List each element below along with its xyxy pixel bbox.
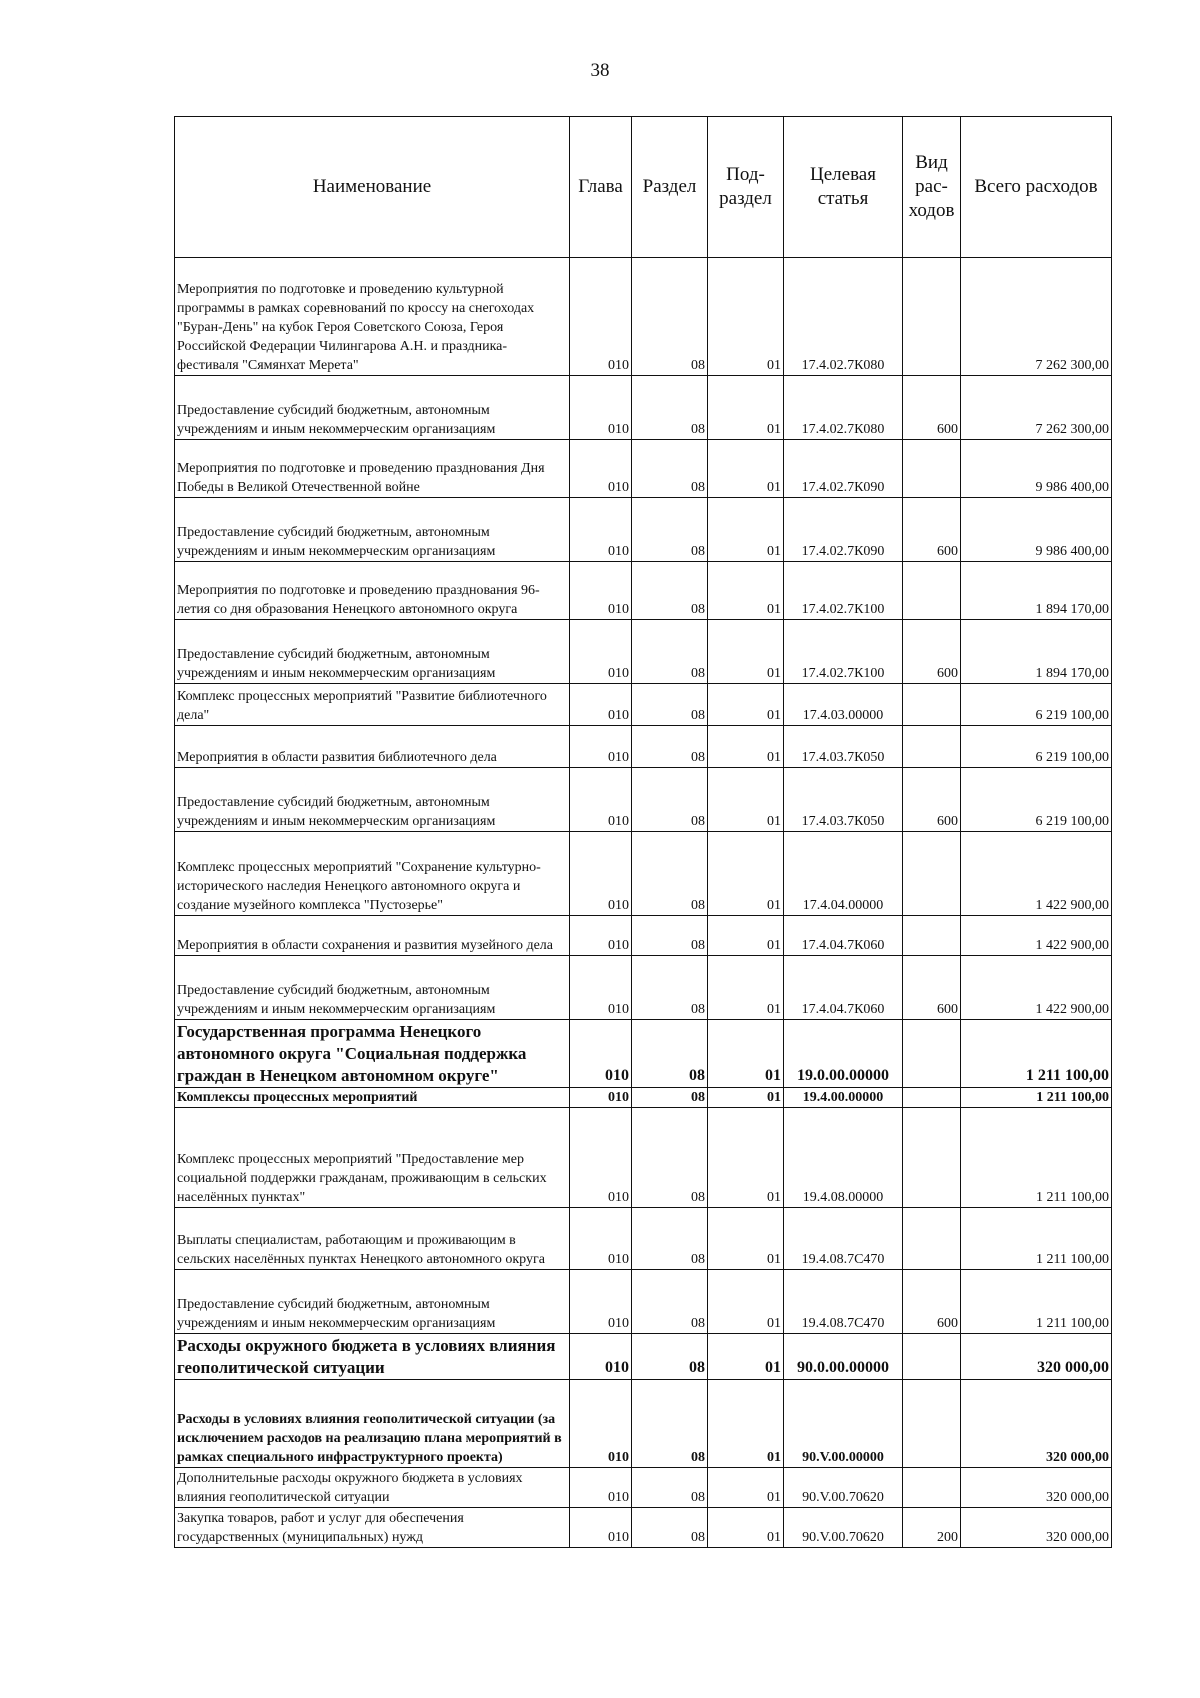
cell-total: 1 894 170,00: [961, 562, 1112, 620]
cell-expense-type: [903, 1380, 961, 1468]
cell-section: 08: [632, 956, 708, 1020]
cell-subsection: 01: [708, 376, 784, 440]
cell-expense-type: [903, 1208, 961, 1270]
cell-subsection: 01: [708, 916, 784, 956]
cell-expense-type: [903, 726, 961, 768]
cell-chapter: 010: [570, 832, 632, 916]
cell-subsection: 01: [708, 768, 784, 832]
cell-total: 320 000,00: [961, 1508, 1112, 1548]
cell-chapter: 010: [570, 1334, 632, 1380]
cell-section: 08: [632, 916, 708, 956]
cell-chapter: 010: [570, 726, 632, 768]
cell-total: 6 219 100,00: [961, 684, 1112, 726]
table-row: [175, 1108, 1112, 1208]
header-total: Всего расходов: [961, 117, 1112, 258]
cell-expense-type: 600: [903, 498, 961, 562]
cell-section: 08: [632, 1088, 708, 1108]
cell-expense-type: [903, 684, 961, 726]
cell-expense-type: [903, 258, 961, 376]
cell-section: 08: [632, 258, 708, 376]
cell-section: 08: [632, 376, 708, 440]
cell-subsection: 01: [708, 1468, 784, 1508]
cell-total: 1 894 170,00: [961, 620, 1112, 684]
cell-section: 08: [632, 440, 708, 498]
header-section: Раздел: [632, 117, 708, 258]
cell-target: 17.4.02.7К080: [784, 376, 903, 440]
table-row: [175, 684, 1112, 726]
table-row: [175, 1380, 1112, 1468]
cell-subsection: 01: [708, 1088, 784, 1108]
cell-name: Мероприятия по подготовке и проведению празднования 96-летия со дня образования Ненецкого автономного округа: [175, 562, 570, 620]
cell-chapter: 010: [570, 1380, 632, 1468]
cell-total: 6 219 100,00: [961, 768, 1112, 832]
cell-name: Выплаты специалистам, работающим и проживающим в сельских населённых пунктах Ненецкого автономного округа: [175, 1208, 570, 1270]
cell-chapter: 010: [570, 1088, 632, 1108]
cell-subsection: 01: [708, 1108, 784, 1208]
cell-target: 19.0.00.00000: [784, 1020, 903, 1088]
cell-subsection: 01: [708, 1020, 784, 1088]
cell-section: 08: [632, 1020, 708, 1088]
cell-expense-type: 600: [903, 620, 961, 684]
cell-total: 320 000,00: [961, 1468, 1112, 1508]
cell-total: 1 211 100,00: [961, 1108, 1112, 1208]
cell-subsection: 01: [708, 1380, 784, 1468]
table-row: [175, 1020, 1112, 1088]
table-row: [175, 1468, 1112, 1508]
cell-subsection: 01: [708, 498, 784, 562]
cell-chapter: 010: [570, 376, 632, 440]
table-row: [175, 376, 1112, 440]
cell-chapter: 010: [570, 916, 632, 956]
cell-target: 17.4.04.7К060: [784, 916, 903, 956]
cell-chapter: 010: [570, 1020, 632, 1088]
cell-chapter: 010: [570, 620, 632, 684]
cell-subsection: 01: [708, 1270, 784, 1334]
header-subsection: Под- раздел: [708, 117, 784, 258]
cell-section: 08: [632, 684, 708, 726]
table-row: [175, 620, 1112, 684]
cell-expense-type: 600: [903, 1270, 961, 1334]
cell-subsection: 01: [708, 726, 784, 768]
cell-target: 90.0.00.00000: [784, 1334, 903, 1380]
page-number: 38: [590, 60, 610, 81]
cell-name: Мероприятия в области сохранения и развития музейного дела: [175, 916, 570, 956]
cell-section: 08: [632, 620, 708, 684]
cell-section: 08: [632, 498, 708, 562]
table-row: [175, 1088, 1112, 1108]
cell-expense-type: 200: [903, 1508, 961, 1548]
cell-expense-type: [903, 1108, 961, 1208]
cell-section: 08: [632, 832, 708, 916]
cell-name: Предоставление субсидий бюджетным, автономным учреждениям и иным некоммерческим организациям: [175, 498, 570, 562]
header-target: Целевая статья: [784, 117, 903, 258]
cell-section: 08: [632, 562, 708, 620]
cell-section: 08: [632, 768, 708, 832]
cell-name: Предоставление субсидий бюджетным, автономным учреждениям и иным некоммерческим организациям: [175, 768, 570, 832]
table-header-row: [175, 117, 1112, 258]
cell-expense-type: [903, 916, 961, 956]
table-row: [175, 768, 1112, 832]
cell-subsection: 01: [708, 832, 784, 916]
cell-expense-type: [903, 832, 961, 916]
cell-total: 1 211 100,00: [961, 1020, 1112, 1088]
cell-target: 17.4.04.7К060: [784, 956, 903, 1020]
cell-chapter: 010: [570, 1468, 632, 1508]
cell-target: 17.4.03.7К050: [784, 726, 903, 768]
table-row: [175, 562, 1112, 620]
table-row: [175, 832, 1112, 916]
cell-subsection: 01: [708, 562, 784, 620]
cell-expense-type: [903, 1334, 961, 1380]
cell-total: 7 262 300,00: [961, 258, 1112, 376]
cell-target: 17.4.04.00000: [784, 832, 903, 916]
cell-expense-type: [903, 1468, 961, 1508]
cell-name: Предоставление субсидий бюджетным, автономным учреждениям и иным некоммерческим организациям: [175, 620, 570, 684]
table-row: [175, 1270, 1112, 1334]
cell-total: 6 219 100,00: [961, 726, 1112, 768]
table-row: [175, 1508, 1112, 1548]
table-row: [175, 1208, 1112, 1270]
table-row: [175, 956, 1112, 1020]
cell-name: Мероприятия по подготовке и проведению празднования Дня Победы в Великой Отечественной войне: [175, 440, 570, 498]
cell-section: 08: [632, 1208, 708, 1270]
cell-name: Предоставление субсидий бюджетным, автономным учреждениям и иным некоммерческим организациям: [175, 376, 570, 440]
cell-name: Комплексы процессных мероприятий: [175, 1088, 570, 1108]
cell-name: Предоставление субсидий бюджетным, автономным учреждениям и иным некоммерческим организациям: [175, 956, 570, 1020]
cell-section: 08: [632, 1468, 708, 1508]
cell-subsection: 01: [708, 620, 784, 684]
cell-target: 17.4.02.7К090: [784, 498, 903, 562]
cell-name: Мероприятия по подготовке и проведению культурной программы в рамках соревнований по кроссу на снегоходах "Буран-День" на кубок Героя Советского Союза, Героя Российской Федерации Чилингарова А.Н. и праздника-фестиваля "Сямянхат Мерета": [175, 258, 570, 376]
cell-name: Предоставление субсидий бюджетным, автономным учреждениям и иным некоммерческим организациям: [175, 1270, 570, 1334]
table-row: [175, 498, 1112, 562]
cell-chapter: 010: [570, 1270, 632, 1334]
cell-target: 19.4.08.00000: [784, 1108, 903, 1208]
cell-section: 08: [632, 1380, 708, 1468]
cell-name: Расходы в условиях влияния геополитической ситуации (за исключением расходов на реализацию плана мероприятий в рамках специального инфраструктурного проекта): [175, 1380, 570, 1468]
table-row: [175, 1334, 1112, 1380]
cell-section: 08: [632, 726, 708, 768]
cell-chapter: 010: [570, 1108, 632, 1208]
cell-expense-type: [903, 440, 961, 498]
cell-total: 1 422 900,00: [961, 916, 1112, 956]
cell-target: 17.4.02.7К080: [784, 258, 903, 376]
cell-name: Комплекс процессных мероприятий "Предоставление мер социальной поддержки гражданам, проживающим в сельских населённых пунктах": [175, 1108, 570, 1208]
cell-total: 9 986 400,00: [961, 498, 1112, 562]
cell-name: Комплекс процессных мероприятий "Развитие библиотечного дела": [175, 684, 570, 726]
cell-name: Государственная программа Ненецкого автономного округа "Социальная поддержка граждан в Ненецком автономном округе": [175, 1020, 570, 1088]
cell-total: 1 211 100,00: [961, 1208, 1112, 1270]
cell-name: Расходы окружного бюджета в условиях влияния геополитической ситуации: [175, 1334, 570, 1380]
cell-name: Комплекс процессных мероприятий "Сохранение культурно-исторического наследия Ненецкого автономного округа и создание музейного комплекса "Пустозерье": [175, 832, 570, 916]
table-body: [175, 258, 1112, 1548]
cell-target: 17.4.02.7К100: [784, 562, 903, 620]
cell-chapter: 010: [570, 1208, 632, 1270]
cell-chapter: 010: [570, 1508, 632, 1548]
cell-expense-type: [903, 562, 961, 620]
cell-total: 1 422 900,00: [961, 832, 1112, 916]
cell-expense-type: [903, 1088, 961, 1108]
table-row: [175, 726, 1112, 768]
cell-total: 1 422 900,00: [961, 956, 1112, 1020]
cell-expense-type: [903, 1020, 961, 1088]
cell-section: 08: [632, 1108, 708, 1208]
table-row: [175, 258, 1112, 376]
cell-name: Закупка товаров, работ и услуг для обеспечения государственных (муниципальных) нужд: [175, 1508, 570, 1548]
cell-chapter: 010: [570, 440, 632, 498]
cell-total: 1 211 100,00: [961, 1088, 1112, 1108]
header-expense-type: Вид рас- ходов: [903, 117, 961, 258]
cell-total: 320 000,00: [961, 1380, 1112, 1468]
cell-target: 90.V.00.70620: [784, 1508, 903, 1548]
cell-target: 17.4.02.7К100: [784, 620, 903, 684]
cell-subsection: 01: [708, 1508, 784, 1548]
cell-subsection: 01: [708, 258, 784, 376]
cell-target: 90.V.00.00000: [784, 1380, 903, 1468]
cell-target: 19.4.08.7С470: [784, 1208, 903, 1270]
cell-total: 320 000,00: [961, 1334, 1112, 1380]
cell-target: 19.4.08.7С470: [784, 1270, 903, 1334]
cell-target: 17.4.03.00000: [784, 684, 903, 726]
cell-chapter: 010: [570, 498, 632, 562]
cell-subsection: 01: [708, 440, 784, 498]
cell-chapter: 010: [570, 956, 632, 1020]
cell-total: 7 262 300,00: [961, 376, 1112, 440]
table-row: [175, 916, 1112, 956]
table-row: [175, 440, 1112, 498]
cell-target: 19.4.00.00000: [784, 1088, 903, 1108]
cell-section: 08: [632, 1334, 708, 1380]
cell-section: 08: [632, 1508, 708, 1548]
budget-table: [174, 116, 1112, 1548]
cell-chapter: 010: [570, 768, 632, 832]
cell-target: 17.4.03.7К050: [784, 768, 903, 832]
cell-chapter: 010: [570, 258, 632, 376]
cell-subsection: 01: [708, 684, 784, 726]
cell-total: 9 986 400,00: [961, 440, 1112, 498]
header-name: Наименование: [175, 117, 570, 258]
cell-chapter: 010: [570, 684, 632, 726]
cell-chapter: 010: [570, 562, 632, 620]
cell-expense-type: 600: [903, 768, 961, 832]
cell-expense-type: 600: [903, 956, 961, 1020]
cell-subsection: 01: [708, 956, 784, 1020]
cell-section: 08: [632, 1270, 708, 1334]
cell-total: 1 211 100,00: [961, 1270, 1112, 1334]
header-chapter: Глава: [570, 117, 632, 258]
cell-subsection: 01: [708, 1334, 784, 1380]
cell-target: 90.V.00.70620: [784, 1468, 903, 1508]
cell-target: 17.4.02.7К090: [784, 440, 903, 498]
cell-subsection: 01: [708, 1208, 784, 1270]
cell-name: Дополнительные расходы окружного бюджета в условиях влияния геополитической ситуации: [175, 1468, 570, 1508]
cell-name: Мероприятия в области развития библиотечного дела: [175, 726, 570, 768]
cell-expense-type: 600: [903, 376, 961, 440]
